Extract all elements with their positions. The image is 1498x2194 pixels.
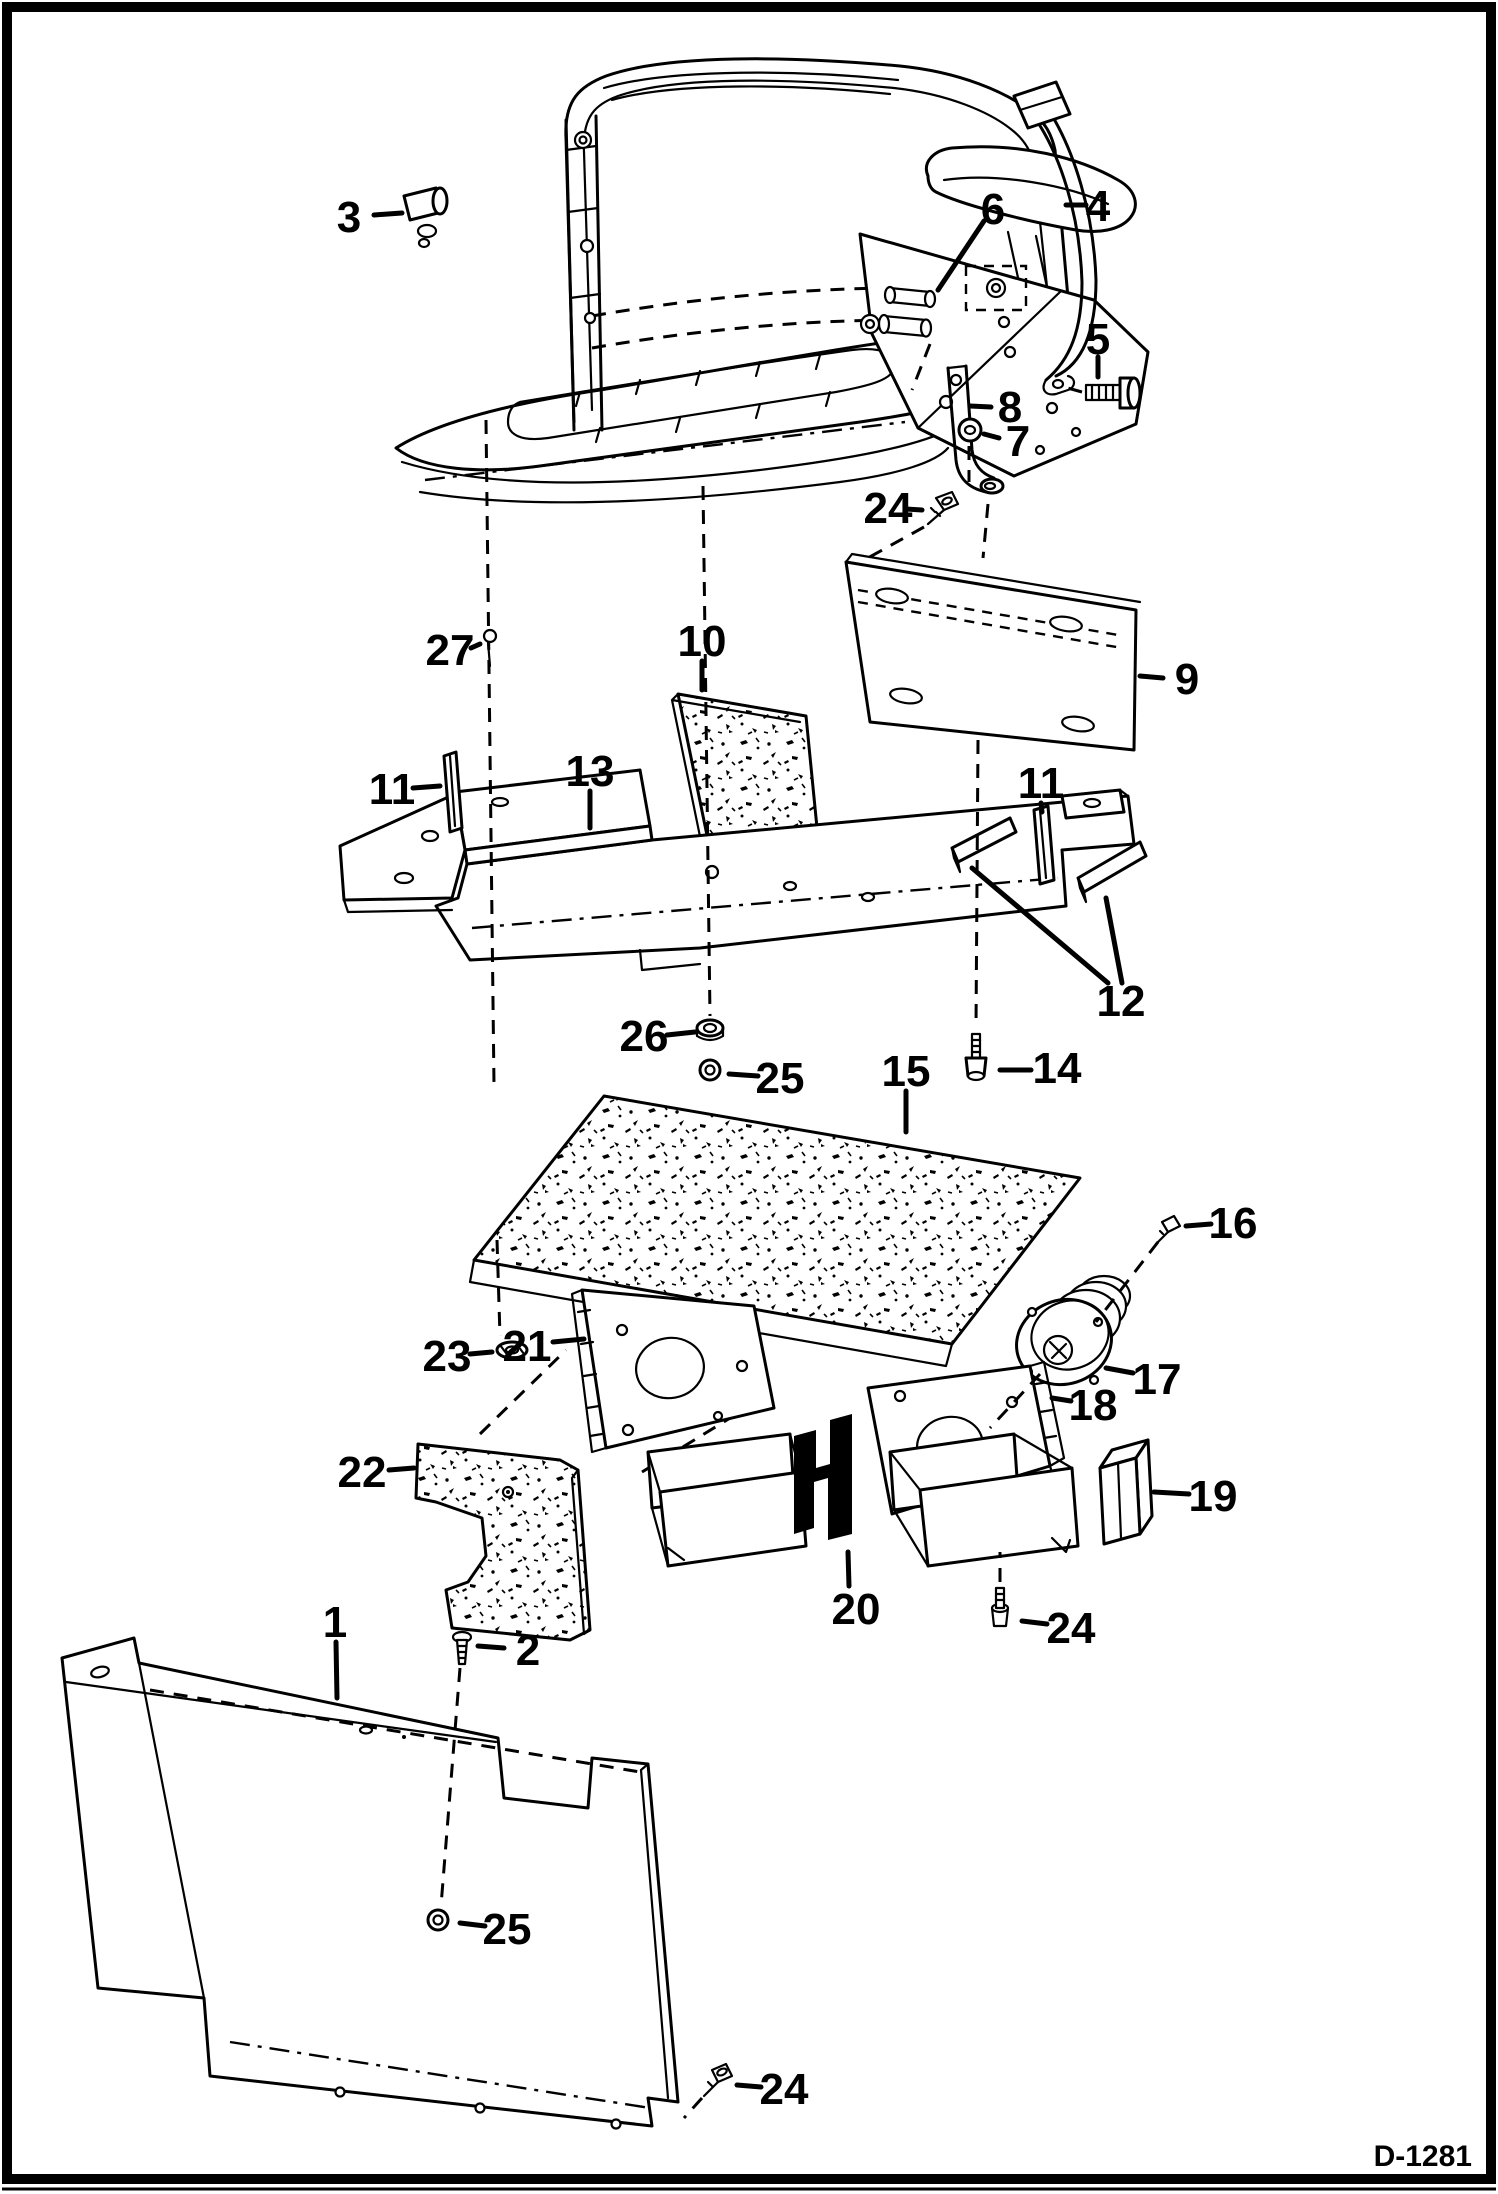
callout-11: 11 bbox=[1017, 759, 1065, 808]
callout-17-leader bbox=[1106, 1368, 1133, 1373]
callout-23: 23 bbox=[422, 1332, 472, 1381]
callout-10: 10 bbox=[677, 617, 727, 666]
foam-pad-15 bbox=[470, 1096, 1080, 1366]
callout-8-leader bbox=[970, 406, 991, 407]
callout-24-leader bbox=[737, 2085, 761, 2087]
callout-1: 1 bbox=[322, 1598, 348, 1647]
callout-3-leader bbox=[374, 213, 402, 215]
callout-25-leader bbox=[729, 1074, 758, 1076]
callout-21-leader bbox=[553, 1339, 584, 1342]
nut-7 bbox=[959, 419, 981, 441]
callout-6: 6 bbox=[980, 185, 1006, 234]
bolt-14 bbox=[966, 1034, 986, 1080]
callout-25: 25 bbox=[755, 1054, 805, 1103]
callout-3: 3 bbox=[336, 193, 362, 242]
callout-24: 24 bbox=[1046, 1604, 1096, 1653]
callout-20: 20 bbox=[831, 1585, 881, 1634]
callout-24-leader bbox=[1022, 1621, 1047, 1624]
callout-1-leader bbox=[336, 1642, 337, 1698]
drawing-number: D-1281 bbox=[1373, 2140, 1472, 2173]
callout-9-leader bbox=[1140, 676, 1163, 678]
rear-panel-1 bbox=[62, 1638, 678, 2129]
callout-19: 19 bbox=[1188, 1472, 1238, 1521]
callout-25: 25 bbox=[482, 1905, 532, 1954]
callout-18: 18 bbox=[1068, 1381, 1118, 1430]
callout-22: 22 bbox=[337, 1448, 387, 1497]
callout-16-leader bbox=[1186, 1224, 1211, 1226]
callout-27: 27 bbox=[425, 626, 475, 675]
callout-12-leader bbox=[1106, 898, 1122, 983]
callout-5: 5 bbox=[1085, 315, 1111, 364]
nut-25-center bbox=[700, 1060, 720, 1080]
callout-4: 4 bbox=[1085, 182, 1111, 231]
callout-11-leader bbox=[413, 786, 440, 788]
box-under-21 bbox=[648, 1434, 806, 1566]
mounting-plate-9 bbox=[846, 554, 1140, 750]
callout-2: 2 bbox=[515, 1626, 541, 1675]
screw-16 bbox=[1156, 1216, 1180, 1244]
callout-22-leader bbox=[389, 1468, 414, 1470]
callout-15: 15 bbox=[881, 1047, 931, 1096]
callout-8: 8 bbox=[997, 383, 1023, 432]
callout-25-leader bbox=[460, 1923, 485, 1926]
callout-17: 17 bbox=[1132, 1355, 1182, 1404]
callout-19-leader bbox=[1154, 1492, 1189, 1494]
callout-12: 12 bbox=[1096, 977, 1146, 1026]
callout-21: 21 bbox=[502, 1322, 552, 1371]
panel-21 bbox=[572, 1290, 774, 1452]
callout-24: 24 bbox=[759, 2065, 809, 2114]
block-19 bbox=[1100, 1440, 1152, 1544]
callout-14: 14 bbox=[1032, 1044, 1082, 1093]
callout-20-leader bbox=[848, 1552, 849, 1586]
callout-26-leader bbox=[667, 1032, 695, 1035]
screw-2 bbox=[453, 1632, 471, 1664]
screw-24-top bbox=[928, 492, 958, 524]
callout-2-leader bbox=[478, 1646, 504, 1648]
callout-9: 9 bbox=[1174, 655, 1200, 704]
foam-pad-22 bbox=[416, 1444, 590, 1640]
seat-assembly bbox=[396, 59, 1148, 503]
callout-26: 26 bbox=[619, 1012, 669, 1061]
nut-26 bbox=[697, 1020, 723, 1040]
callout-24: 24 bbox=[863, 484, 913, 533]
screw-24-mid bbox=[992, 1588, 1008, 1626]
screw-24-bottom bbox=[704, 2064, 732, 2096]
callout-11: 11 bbox=[368, 765, 416, 814]
retainer-20 bbox=[794, 1414, 852, 1540]
callout-7: 7 bbox=[1005, 417, 1031, 466]
callout-23-leader bbox=[470, 1352, 492, 1354]
nut-25-bottom bbox=[428, 1910, 448, 1930]
box-under-18 bbox=[890, 1434, 1078, 1566]
knob-3 bbox=[404, 188, 447, 247]
callout-16: 16 bbox=[1208, 1199, 1258, 1248]
callout-13: 13 bbox=[565, 747, 615, 796]
